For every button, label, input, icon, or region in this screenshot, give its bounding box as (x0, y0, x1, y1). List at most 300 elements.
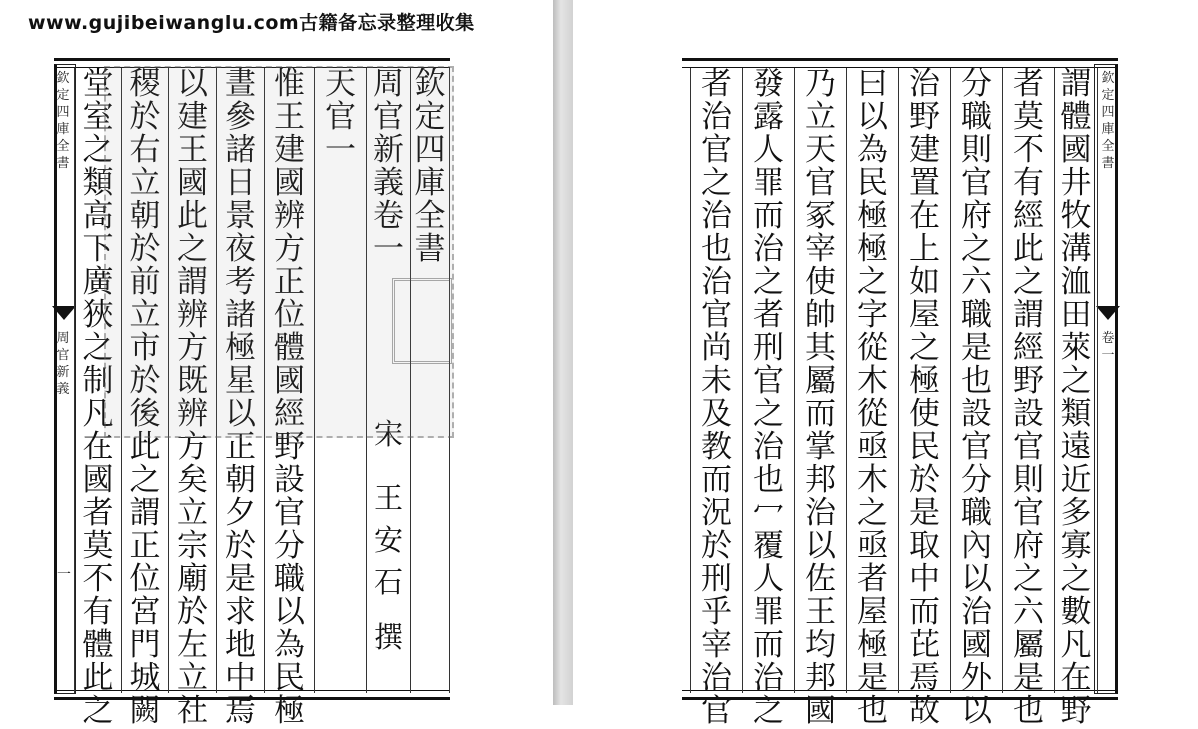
glyph: 庫 (1101, 122, 1115, 137)
author-role: 撰 (373, 620, 403, 654)
text-column-3 (950, 66, 1002, 729)
glyph: 在 (909, 198, 940, 234)
glyph: 矣 (177, 462, 208, 498)
text-column-6 (168, 66, 216, 729)
glyph: 治 (701, 660, 732, 696)
glyph: 辨 (274, 198, 305, 234)
glyph: 官 (753, 363, 784, 399)
glyph: 市 (129, 330, 161, 366)
glyph: 屬 (805, 363, 836, 399)
glyph: 有 (1013, 165, 1044, 201)
site-watermark-banner: www.gujibeiwanglu.com古籍备忘录整理收集 (28, 12, 475, 34)
glyph: 經 (1013, 198, 1044, 234)
glyph: 莫 (1013, 99, 1044, 135)
column-text (127, 68, 163, 728)
glyph: 卷 (373, 198, 404, 234)
glyph: 罪 (753, 594, 784, 630)
glyph: 府 (961, 198, 992, 234)
glyph: 類 (1060, 396, 1092, 432)
glyph: 廣 (82, 264, 114, 300)
glyph: 周 (56, 331, 70, 346)
glyph: 凡 (1060, 627, 1092, 663)
glyph: 門 (129, 627, 161, 663)
glyph: 國 (82, 462, 114, 498)
glyph: 官 (325, 99, 356, 135)
volume-title-column (366, 68, 410, 693)
glyph: 掌 (805, 429, 836, 465)
glyph: 以 (805, 528, 836, 564)
margin-book-title (1101, 70, 1115, 172)
glyph: 刑 (753, 330, 784, 366)
glyph: 天 (805, 132, 836, 168)
glyph: 之 (129, 462, 161, 498)
glyph: 官 (701, 297, 732, 333)
glyph: 中 (909, 561, 940, 597)
glyph: 定 (56, 88, 70, 103)
glyph: 民 (857, 165, 888, 201)
glyph: 後 (129, 396, 161, 432)
glyph: 建 (909, 132, 940, 168)
glyph: 也 (961, 363, 992, 399)
glyph: 田 (1060, 297, 1092, 333)
column-text (1058, 68, 1094, 728)
glyph: 教 (701, 429, 732, 465)
glyph: 之 (857, 495, 888, 531)
glyph: 官 (805, 165, 836, 201)
glyph: 職 (961, 495, 992, 531)
glyph: 職 (961, 297, 992, 333)
margin-book-title-text (1101, 70, 1115, 172)
glyph: 庫 (56, 122, 70, 137)
text-column-5 (216, 66, 264, 729)
glyph: 官 (961, 165, 992, 201)
glyph: 亟 (857, 528, 888, 564)
fish-tail-mark (1096, 306, 1120, 320)
glyph: 牧 (1060, 198, 1092, 234)
glyph: 治 (701, 264, 732, 300)
glyph: 其 (805, 330, 836, 366)
glyph: 多 (1060, 495, 1092, 531)
author-name (371, 477, 407, 603)
glyph: 為 (857, 132, 888, 168)
glyph: 之 (753, 693, 784, 729)
fish-tail-mark (52, 306, 76, 320)
glyph: 官 (701, 132, 732, 168)
section-heading (323, 68, 359, 167)
glyph: 人 (753, 561, 784, 597)
glyph: 狹 (82, 297, 114, 333)
glyph: 治 (753, 660, 784, 696)
glyph: 之 (1013, 264, 1044, 300)
glyph: 而 (805, 396, 836, 432)
glyph: 而 (701, 462, 732, 498)
glyph: 官 (373, 99, 404, 135)
column-text (175, 68, 211, 728)
glyph: 書 (1101, 156, 1115, 171)
glyph: 求 (225, 594, 256, 630)
page-number: 一 (57, 567, 71, 583)
glyph: 既 (177, 363, 208, 399)
glyph: 從 (857, 396, 888, 432)
glyph: 者 (857, 561, 888, 597)
glyph: 之 (1060, 363, 1092, 399)
glyph: 為 (274, 627, 305, 663)
glyph: 謂 (1060, 66, 1092, 102)
glyph: 一 (373, 231, 404, 267)
glyph: 官 (1013, 429, 1044, 465)
glyph: 方 (274, 231, 305, 267)
margin-book-title (56, 70, 70, 172)
glyph: 均 (805, 627, 836, 663)
glyph: 焉 (225, 693, 256, 729)
glyph: 冖 (753, 495, 784, 531)
glyph: 右 (129, 132, 161, 168)
glyph: 立 (805, 99, 836, 135)
glyph: 者 (753, 297, 784, 333)
glyph: 於 (129, 99, 161, 135)
glyph: 方 (177, 330, 208, 366)
glyph: 官 (961, 429, 992, 465)
column-text (223, 68, 259, 728)
glyph: 安 (373, 523, 403, 557)
glyph: 而 (909, 594, 940, 630)
text-column-4 (898, 66, 950, 729)
column-text (959, 68, 995, 728)
glyph: 欽 (414, 66, 446, 102)
glyph: 極 (857, 198, 888, 234)
glyph: 之 (82, 132, 114, 168)
glyph: 六 (961, 264, 992, 300)
glyph: 使 (805, 264, 836, 300)
glyph: 之 (701, 165, 732, 201)
text-column-7 (742, 66, 794, 729)
glyph: 此 (129, 429, 161, 465)
glyph: 設 (961, 396, 992, 432)
glyph: 取 (909, 528, 940, 564)
glyph: 之 (82, 693, 114, 729)
glyph: 焉 (909, 660, 940, 696)
glyph: 經 (274, 396, 305, 432)
glyph: 邦 (805, 462, 836, 498)
glyph: 宰 (805, 231, 836, 267)
glyph: 制 (82, 363, 114, 399)
glyph: 位 (274, 297, 305, 333)
glyph: 府 (1013, 528, 1044, 564)
glyph: 國 (805, 693, 836, 729)
glyph: 於 (701, 528, 732, 564)
glyph: 宮 (129, 594, 161, 630)
glyph: 萊 (1060, 330, 1092, 366)
glyph: 體 (82, 627, 114, 663)
glyph: 景 (225, 198, 256, 234)
column-text (855, 68, 891, 728)
glyph: 人 (753, 132, 784, 168)
glyph: 使 (909, 396, 940, 432)
glyph: 夜 (225, 231, 256, 267)
text-column-4 (264, 66, 314, 729)
glyph: 天 (325, 66, 356, 102)
glyph: 六 (1013, 594, 1044, 630)
glyph: 而 (753, 198, 784, 234)
glyph: 亟 (857, 429, 888, 465)
glyph: 則 (1013, 462, 1044, 498)
glyph: 立 (177, 660, 208, 696)
left-page (54, 58, 450, 729)
glyph: 庫 (414, 165, 446, 201)
glyph: 官 (56, 348, 70, 363)
glyph: 王 (805, 594, 836, 630)
glyph: 極 (274, 693, 305, 729)
glyph: 曰 (857, 66, 888, 102)
text-column-8 (74, 66, 121, 729)
glyph: 者 (1013, 66, 1044, 102)
glyph: 方 (177, 429, 208, 465)
glyph: 書 (414, 231, 446, 267)
glyph: 晝 (225, 66, 256, 102)
glyph: 官 (1013, 495, 1044, 531)
right-page (682, 58, 1118, 729)
glyph: 之 (961, 231, 992, 267)
glyph: 刑 (701, 561, 732, 597)
glyph: 也 (857, 693, 888, 729)
text-column-1 (1054, 66, 1098, 729)
glyph: 國 (274, 165, 305, 201)
glyph: 於 (129, 363, 161, 399)
glyph: 之 (1060, 561, 1092, 597)
glyph: 朝 (129, 198, 161, 234)
glyph: 數 (1060, 594, 1092, 630)
glyph: 罪 (753, 165, 784, 201)
glyph: 是 (225, 561, 256, 597)
glyph: 及 (701, 396, 732, 432)
glyph: 況 (701, 495, 732, 531)
glyph: 覆 (753, 528, 784, 564)
glyph: 之 (82, 330, 114, 366)
glyph: 是 (961, 330, 992, 366)
glyph: 置 (909, 165, 940, 201)
glyph: 則 (961, 132, 992, 168)
glyph: 寡 (1060, 528, 1092, 564)
glyph: 考 (225, 264, 256, 300)
glyph: 書 (56, 156, 70, 171)
author-dynasty: 宋 (373, 417, 403, 451)
glyph: 設 (1013, 396, 1044, 432)
glyph: 上 (909, 231, 940, 267)
glyph: 不 (1013, 132, 1044, 168)
glyph: 野 (1013, 363, 1044, 399)
glyph: 定 (1101, 88, 1115, 103)
glyph: 四 (1101, 105, 1115, 120)
glyph: 立 (177, 495, 208, 531)
glyph: 極 (857, 627, 888, 663)
glyph: 欽 (56, 71, 70, 86)
glyph: 屋 (857, 594, 888, 630)
glyph: 社 (177, 693, 208, 729)
glyph: 木 (857, 363, 888, 399)
glyph: 極 (909, 363, 940, 399)
glyph: 新 (373, 132, 404, 168)
glyph: 治 (805, 495, 836, 531)
column-text (699, 68, 735, 728)
glyph: 乃 (805, 66, 836, 102)
glyph: 位 (129, 561, 161, 597)
glyph: 正 (274, 264, 305, 300)
glyph: 諸 (225, 132, 256, 168)
glyph: 王 (177, 132, 208, 168)
glyph: 立 (129, 297, 161, 333)
glyph: 一 (325, 132, 356, 168)
glyph: 於 (225, 528, 256, 564)
glyph: 木 (857, 462, 888, 498)
glyph: 也 (753, 462, 784, 498)
glyph: 屬 (1013, 627, 1044, 663)
glyph: 稷 (129, 66, 161, 102)
text-column-5 (846, 66, 898, 729)
text-column-6 (794, 66, 846, 729)
glyph: 之 (909, 330, 940, 366)
glyph: 堂 (82, 66, 114, 102)
glyph: 冢 (805, 198, 836, 234)
glyph: 建 (274, 132, 305, 168)
glyph: 是 (857, 660, 888, 696)
glyph: 治 (961, 594, 992, 630)
glyph: 溝 (1060, 231, 1092, 267)
glyph: 從 (857, 330, 888, 366)
glyph: 故 (909, 693, 940, 729)
glyph: 朝 (225, 462, 256, 498)
glyph: 義 (56, 382, 70, 397)
glyph: 參 (225, 99, 256, 135)
glyph: 類 (82, 165, 114, 201)
glyph: 芘 (909, 627, 940, 663)
glyph: 治 (701, 198, 732, 234)
glyph: 此 (82, 660, 114, 696)
glyph: 廟 (177, 561, 208, 597)
glyph: 發 (753, 66, 784, 102)
glyph: 國 (274, 363, 305, 399)
glyph: 夕 (225, 495, 256, 531)
margin-volume-title-text (56, 330, 70, 398)
glyph: 王 (274, 99, 305, 135)
glyph: 欽 (1101, 71, 1115, 86)
glyph: 此 (177, 198, 208, 234)
glyph: 國 (961, 627, 992, 663)
glyph: 全 (414, 198, 446, 234)
glyph: 以 (857, 99, 888, 135)
glyph: 是 (1013, 660, 1044, 696)
glyph: 職 (274, 561, 305, 597)
glyph: 以 (961, 561, 992, 597)
glyph: 也 (1013, 693, 1044, 729)
glyph: 中 (225, 660, 256, 696)
glyph: 字 (857, 297, 888, 333)
glyph: 如 (909, 264, 940, 300)
glyph: 國 (177, 165, 208, 201)
glyph: 者 (701, 66, 732, 102)
glyph: 之 (753, 396, 784, 432)
glyph: 在 (1060, 660, 1092, 696)
glyph: 辨 (177, 297, 208, 333)
glyph: 野 (1060, 693, 1092, 729)
glyph: 於 (177, 594, 208, 630)
glyph: 民 (274, 660, 305, 696)
glyph: 佐 (805, 561, 836, 597)
glyph: 內 (961, 528, 992, 564)
glyph: 全 (1101, 139, 1115, 154)
glyph: 體 (274, 330, 305, 366)
glyph: 分 (961, 66, 992, 102)
glyph: 前 (129, 264, 161, 300)
glyph: 分 (274, 528, 305, 564)
glyph: 義 (373, 165, 404, 201)
glyph: 新 (56, 365, 70, 380)
glyph: 而 (753, 627, 784, 663)
glyph: 是 (909, 495, 940, 531)
glyph: 官 (701, 693, 732, 729)
glyph: 王 (373, 481, 403, 515)
column-text (803, 68, 839, 728)
glyph: 建 (177, 99, 208, 135)
glyph: 莫 (82, 528, 114, 564)
glyph: 宰 (701, 627, 732, 663)
glyph: 地 (225, 627, 256, 663)
glyph: 謂 (177, 264, 208, 300)
glyph: 一 (1101, 348, 1115, 363)
glyph: 此 (1013, 231, 1044, 267)
glyph: 謂 (129, 495, 161, 531)
glyph: 帥 (805, 297, 836, 333)
glyph: 之 (1013, 561, 1044, 597)
glyph: 野 (909, 99, 940, 135)
glyph: 正 (129, 528, 161, 564)
glyph: 四 (414, 132, 446, 168)
column-text (272, 68, 308, 728)
glyph: 以 (274, 594, 305, 630)
glyph: 遠 (1060, 429, 1092, 465)
glyph: 者 (82, 495, 114, 531)
glyph: 左 (177, 627, 208, 663)
glyph: 職 (961, 99, 992, 135)
glyph: 尚 (701, 330, 732, 366)
column-text (751, 68, 787, 728)
glyph: 以 (177, 66, 208, 102)
glyph: 全 (56, 139, 70, 154)
glyph: 之 (857, 264, 888, 300)
glyph: 以 (225, 396, 256, 432)
glyph: 洫 (1060, 264, 1092, 300)
glyph: 室 (82, 99, 114, 135)
glyph: 邦 (805, 660, 836, 696)
column-text (907, 68, 943, 728)
glyph: 治 (909, 66, 940, 102)
glyph: 經 (1013, 330, 1044, 366)
glyph: 外 (961, 660, 992, 696)
glyph: 四 (56, 105, 70, 120)
margin-book-title-text (56, 70, 70, 172)
glyph: 治 (753, 429, 784, 465)
column-text (1011, 68, 1047, 728)
glyph: 正 (225, 429, 256, 465)
glyph: 民 (909, 429, 940, 465)
text-column-7 (121, 66, 168, 729)
book-gutter (553, 0, 573, 705)
glyph: 露 (753, 99, 784, 135)
glyph: 極 (225, 330, 256, 366)
glyph: 不 (82, 561, 114, 597)
glyph: 極 (857, 231, 888, 267)
glyph: 宗 (177, 528, 208, 564)
column-text (80, 68, 116, 728)
